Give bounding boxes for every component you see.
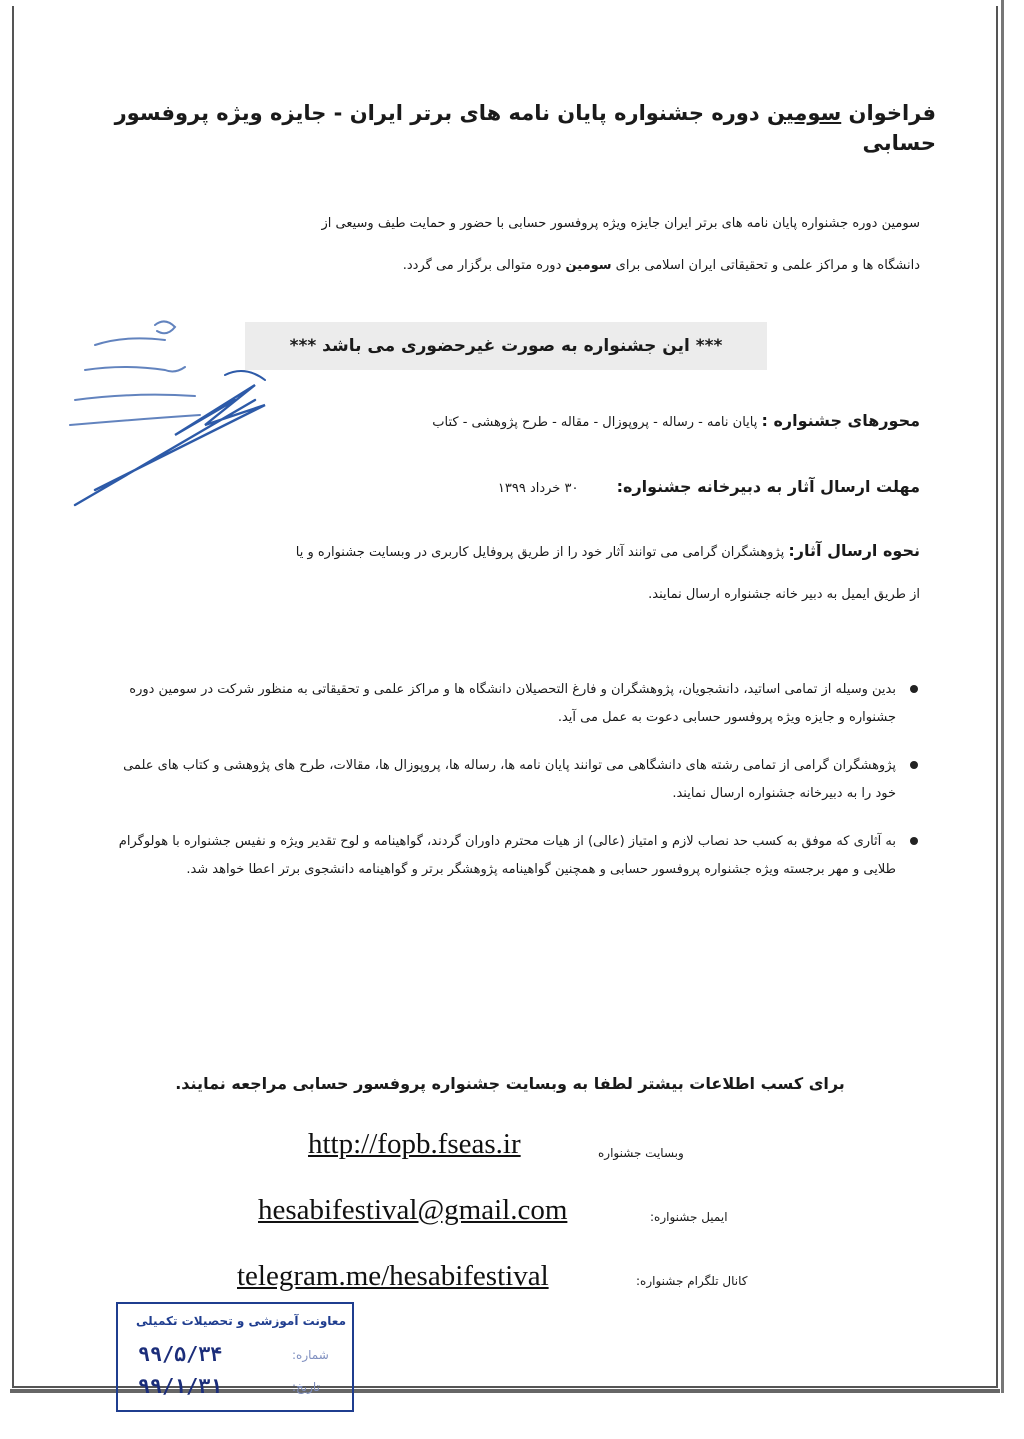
document-title [76,98,936,158]
method-text: پژوهشگران گرامی می توانند آثار خود را از طریق پروفایل کاربری در وبسایت جشنواره و یا [295,545,785,560]
stamp-title: معاونت آموزشی و تحصیلات تکمیلی [136,1314,346,1328]
stamp-date-value: ۹۹/۱/۳۱ [138,1374,223,1398]
submission-method [100,538,920,608]
bullet-dot [910,685,918,693]
intro-text: دانشگاه ها و مراکز علمی و تحقیقاتی ایران اسلامی برای [611,258,920,273]
bullet-list [110,676,920,904]
bullet-text: پژوهشگران گرامی از تمامی رشته های دانشگاهی می توانند پایان نامه ها، رساله ها، پروپوزال ها، مقالات، طرح های پژوهشی و کتاب های علمی خود را به دبیرخانه جشنواره ارسال نمایند. [123,758,896,801]
registration-stamp [116,1302,354,1412]
deadline-value: ۳۰ خرداد ۱۳۹۹ [497,481,579,496]
method-text: از طریق ایمیل به دبیر خانه جشنواره ارسال نمایند. [648,587,920,602]
title-part: دوره جشنواره پایان نامه های برتر ایران - جایزه ویژه پروفسور حسابی [114,101,936,155]
bullet-text: به آثاری که موفق به کسب حد نصاب لازم و امتیاز (عالی) از هیات محترم داوران گردند، گواهینامه و لوح تقدیر ویژه و نفیس جشنواره با هولوگرام طلایی و مهر برجسته ویژه جشنواره پروفسور حسابی و همچنین گواهینامه پژوهشگر برتر و گواهینامه دانشجوی برتر اعطا خواهد شد. [118,834,896,877]
non-attendance-notice: *** این جشنواره به صورت غیرحضوری می باشد *** [245,322,767,370]
more-info-text: برای کسب اطلاعات بیشتر لطفا به وبسایت جشنواره پروفسور حسابی مراجعه نمایند. [175,1074,845,1093]
bullet-item [110,676,920,732]
axes-value: پایان نامه - رساله - پروپوزال - مقاله - طرح پژوهشی - کتاب [432,415,758,430]
website-label: وبسایت جشنواره [598,1146,684,1160]
intro-line [105,252,920,280]
page-frame-edge [1001,0,1004,1393]
email-label: ایمیل جشنواره: [650,1210,728,1224]
bullet-dot [910,761,918,769]
title-part: فراخوان [841,101,936,125]
website-link[interactable]: http://fopb.fseas.ir [308,1128,521,1160]
title-underlined-word: سومین [766,101,842,125]
telegram-link[interactable]: telegram.me/hesabifestival [237,1260,549,1292]
method-label: نحوه ارسال آثار: [788,541,920,560]
bullet-item [110,752,920,808]
email-link[interactable]: hesabifestival@gmail.com [258,1194,568,1226]
bullet-text: بدین وسیله از تمامی اساتید، دانشجویان، پژوهشگران و فارغ التحصیلان دانشگاه ها و مراکز علمی و تحقیقاتی به منظور شرکت در سومین دوره جشنواره و جایزه ویژه پروفسور حسابی دعوت به عمل می آید. [129,682,896,725]
intro-bold-word: سومین [565,258,612,273]
stamp-number-label: شماره: [292,1348,329,1362]
intro-paragraph [105,210,920,280]
telegram-label: کانال تلگرام جشنواره: [636,1274,748,1288]
bullet-dot [910,837,918,845]
intro-text: دوره متوالی برگزار می گردد. [402,258,566,273]
stamp-number-value: ۹۹/۵/۳۴ [138,1342,223,1366]
deadline-label: مهلت ارسال آثار به دبیرخانه جشنواره: [616,477,920,496]
stamp-date-label: تاریخ: [292,1380,320,1394]
handwritten-signature [55,305,285,515]
axes-label: محورهای جشنواره : [761,411,920,430]
intro-line: سومین دوره جشنواره پایان نامه های برتر ایران جایزه ویژه پروفسور حسابی با حضور و حمایت طیف وسیعی از [321,216,920,231]
bullet-item [110,828,920,884]
